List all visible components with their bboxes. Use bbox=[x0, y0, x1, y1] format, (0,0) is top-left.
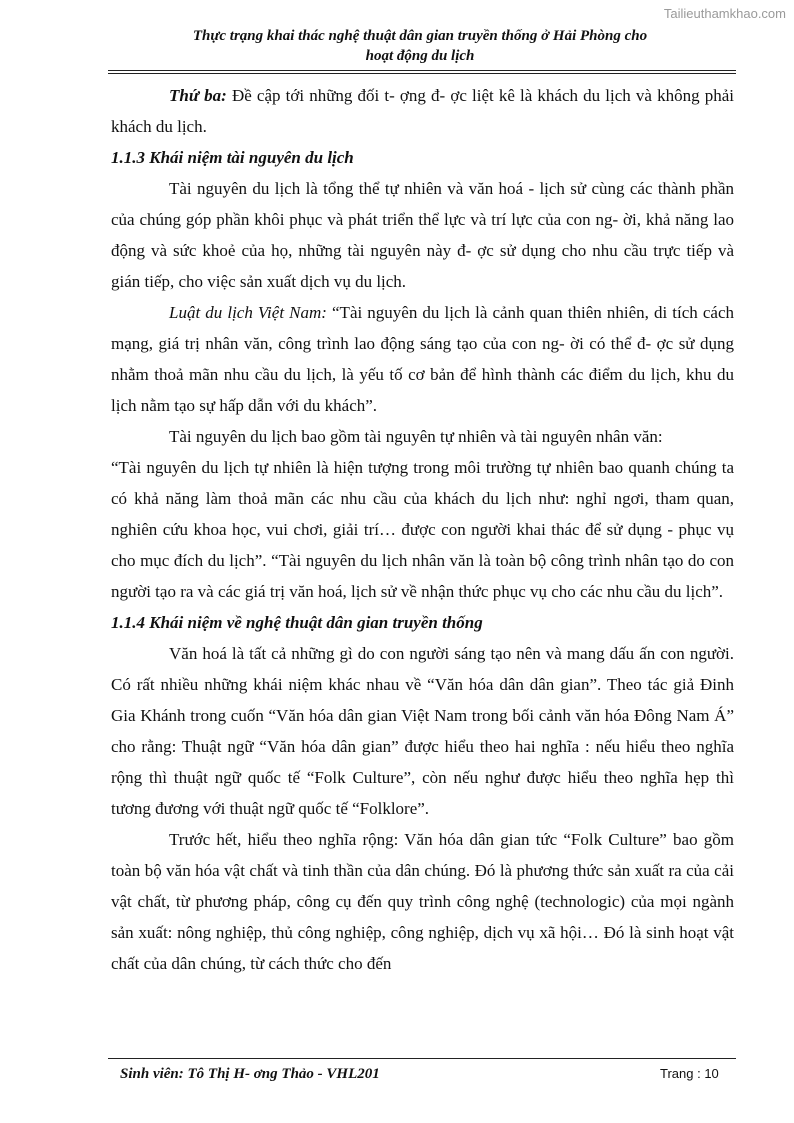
paragraph-tai-nguyen: Tài nguyên du lịch là tổng thể tự nhiên và văn hoá - lịch sử cùng các thành phần của chúng góp phần khôi phục và phát triển thể lực và trí lực của con ng- ời, khả năng lao động và sức khoẻ của họ, những tài nguyên này đ- ợc sử dụng cho nhu cầu trực tiếp và gián tiếp, cho việc sản xuất dịch vụ du lịch. bbox=[111, 179, 734, 291]
page-number: Trang : 10 bbox=[660, 1066, 719, 1081]
paragraph-luat-du-lich bbox=[111, 297, 734, 421]
section-heading-1-1-4: 1.1.4 Khái niệm về nghệ thuật dân gian truyền thống bbox=[111, 613, 483, 632]
page-header bbox=[110, 26, 730, 66]
paragraph-van-hoa: Văn hoá là tất cả những gì do con người sáng tạo nên và mang dấu ấn con người. Có rất nhiều những khái niệm khác nhau về “Văn hóa dân dân gian”. Theo tác giả Đinh Gia Khánh trong cuốn “Văn hóa dân gian Việt Nam trong bối cảnh văn hóa Đông Nam Á” cho rằng: Thuật ngữ “Văn hóa dân gian” được hiểu theo hai nghĩa : nếu hiểu theo nghĩa rộng thì thuật ngữ quốc tế “Folk Culture”, còn nếu nghư được hiểu theo nghĩa hẹp thì tương đương với thuật ngữ quốc tế “Folklore”. bbox=[111, 644, 734, 818]
paragraph-nghia-rong: Trước hết, hiểu theo nghĩa rộng: Văn hóa dân gian tức “Folk Culture” bao gồm toàn bộ văn hóa vật chất và tinh thần của dân chúng. Đó là phương thức sản xuất ra của cải vật chất, từ phương pháp, công cụ đến quy trình công nghệ (technologic) của mọi ngành sản xuất: nông nghiệp, thủ công nghiệp, công nghiệp, dịch vụ xã hội… Đó là sinh hoạt vật chất của dân chúng, từ cách thức cho đến bbox=[111, 830, 734, 973]
footer-student: Sinh viên: Tô Thị H- ơng Thảo - VHL201 bbox=[120, 1066, 380, 1082]
section-heading-1-1-3: 1.1.3 Khái niệm tài nguyên du lịch bbox=[111, 148, 354, 167]
paragraph-bao-gom: Tài nguyên du lịch bao gồm tài nguyên tự nhiên và tài nguyên nhân văn: bbox=[169, 427, 663, 446]
document-body bbox=[111, 80, 734, 979]
watermark: Tailieuthamkhao.com bbox=[663, 6, 786, 21]
paragraph-quote-tai-nguyen: “Tài nguyên du lịch tự nhiên là hiện tượng trong môi trường tự nhiên bao quanh chúng ta có khả năng làm thoả mãn các nhu cầu của khách du lịch như: nghỉ ngơi, tham quan, nghiên cứu khoa học, vui chơi, giải trí… được con người khai thác để sử dụng - phục vụ cho mục đích du lịch”. “Tài nguyên du lịch nhân văn là toàn bộ công trình nhân tạo do con người tạo ra và các giá trị văn hoá, lịch sử về nhận thức phục vụ cho các nhu cầu du lịch”. bbox=[111, 458, 734, 601]
header-title-line1: Thực trạng khai thác nghệ thuật dân gian truyền thống ở Hải Phòng cho bbox=[192, 28, 648, 44]
paragraph-lead: Luật du lịch Việt Nam: bbox=[169, 303, 327, 322]
header-title-line2: hoạt động du lịch bbox=[365, 48, 475, 64]
paragraph-lead: Thứ ba: bbox=[169, 86, 227, 105]
header-divider bbox=[108, 70, 736, 74]
footer-divider bbox=[108, 1058, 736, 1059]
paragraph-thu-ba bbox=[111, 80, 734, 142]
paragraph-text: “Tài nguyên du lịch là cảnh quan thiên nhiên, di tích cách mạng, giá trị nhân văn, công trình lao động sáng tạo của con ng- ời có thể đ- ợc sử dụng nhằm thoả mãn nhu cầu du lịch, là yếu tố cơ bản để hình thành các điểm du lịch, khu du lịch nằm tạo sự hấp dẫn với du khách”. bbox=[111, 303, 734, 415]
paragraph-text: Đề cập tới những đối t- ợng đ- ợc liệt kê là khách du lịch và không phải khách du lịch. bbox=[111, 86, 734, 136]
